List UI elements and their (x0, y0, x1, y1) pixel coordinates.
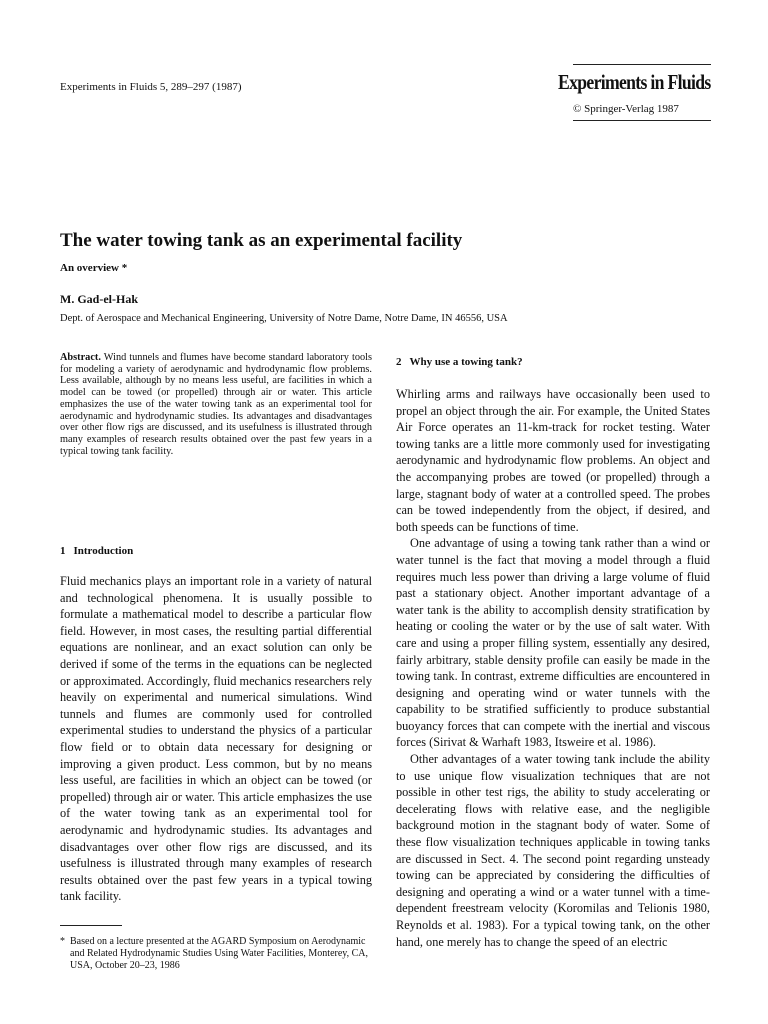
footnote-mark: * (60, 936, 65, 947)
section-2-paragraph-3: Other advantages of a water towing tank include the ability to use unique flow visualization techniques that are not possible in other test rigs, the ability to study accelerating or decelerating flows with relative ease, and the negligible background motion in the stagnant body of water. Some of these flow visualization techniques applicable in towing tanks are discussed in Sect. 4. The second point regarding unsteady towing can be appreciated by considering the difficulties of designing and operating a wind or a water tunnel with a time-dependent freestream velocity (Koromilas and Telionis 1980, Reynolds et al. 1983). For a typical towing tank, on the other hand, one merely has to change the speed of an electric (396, 752, 710, 949)
section-2-heading (396, 356, 710, 368)
article-subtitle: An overview * (60, 262, 128, 274)
section-2-title: Why use a towing tank? (409, 356, 523, 368)
footnote-rule (60, 925, 122, 926)
section-1-body (60, 573, 372, 905)
section-2-paragraph-2: One advantage of using a towing tank rather than a wind or water tunnel is the fact that moving a model through a fluid requires much less power than driving a large volume of fluid past a stationary object. Another important advantage of a water tank is the ability to accomplish density stratification by heating or cooling the water or by the use of salt water. With care and using a proper filling system, essentially any desired, fairly arbitrary, stable density profile can easily be made in the towing tank. In contrast, extreme difficulties are encountered in designing and operating wind or water tunnels with the capability to be stratified sufficiently to produce substantial buoyancy forces that can compete with the inertial and viscous forces (Sirivat & Warhaft 1983, Itsweire et al. 1986). (396, 536, 710, 750)
journal-name: Experiments in Fluids (558, 70, 711, 94)
section-2-number: 2 (396, 356, 402, 368)
section-1-number: 1 (60, 545, 66, 557)
abstract (60, 352, 372, 457)
abstract-text: Wind tunnels and flumes have become standard laboratory tools for modeling a variety of aerodynamic and hydrodynamic flow problems. Less available, although by no means less useful, are facilities in which a model can be towed (or propelled) through air or water. This article emphasizes the use of the water towing tank as an experimental tool for aerodynamic and hydrodynamic studies. Its advantages and disadvantages over other flow rigs are discussed, and its usefulness is illustrated through many examples of research results obtained over the past few years in a typical towing tank facility. (60, 352, 372, 457)
journal-citation: Experiments in Fluids 5, 289–297 (1987) (60, 81, 242, 93)
article-title: The water towing tank as an experimental facility (60, 230, 463, 251)
section-1-paragraph: Fluid mechanics plays an important role in a variety of natural and technological phenomena. It is usually possible to formulate a mathematical model to describe a particular flow field. However, in most cases, the resulting partial differential equations are nonlinear, and an exact solution can only be derived if some of the terms in the equations can be neglected or approximated. Accordingly, fluid mechanics researchers rely heavily on experimental and numerical simulations. Wind tunnels and flumes are commonly used for controlled experimental studies to understand the physics of a particular flow field or to obtain data necessary for designing or improving a given product. Less common, but by no means less useful, are facilities in which an object can be towed (or propelled) through air or water. This article emphasizes the use of the water towing tank as an experimental tool for aerodynamic and hydrodynamic studies. Its advantages and disadvantages over other flow rigs are discussed, and its usefulness is illustrated through many examples of research results obtained over the past few years in a typical towing tank facility. (60, 574, 372, 904)
author-affiliation: Dept. of Aerospace and Mechanical Engineering, University of Notre Dame, Notre Dame, IN 46556, USA (60, 313, 508, 324)
section-2-paragraph-1: Whirling arms and railways have occasionally been used to propel an object through the air. For example, the United States Air Force operates an 11-km-track for rocket testing. Water towing tanks are a little more commonly used for investigating aerodynamic and hydrodynamic flow problems. An object and the accompanying probes are towed (or propelled) through a large, stagnant body of water at a controlled speed. The probes can be towed independently from the object, if desired, and both speeds can be functions of time. (396, 387, 710, 534)
section-1-heading (60, 545, 372, 557)
section-2-body (396, 386, 710, 950)
footnote (60, 936, 372, 971)
header-bottom-rule (573, 120, 711, 121)
author-name: M. Gad-el-Hak (60, 292, 138, 306)
footnote-text: Based on a lecture presented at the AGARD Symposium on Aerodynamic and Related Hydrodynamic Studies Using Water Facilities, Monterey, CA, USA, October 20–23, 1986 (70, 936, 369, 971)
copyright-notice: © Springer-Verlag 1987 (573, 103, 679, 115)
header-top-rule (573, 64, 711, 65)
abstract-label: Abstract. (60, 352, 101, 363)
section-1-title: Introduction (73, 545, 134, 557)
